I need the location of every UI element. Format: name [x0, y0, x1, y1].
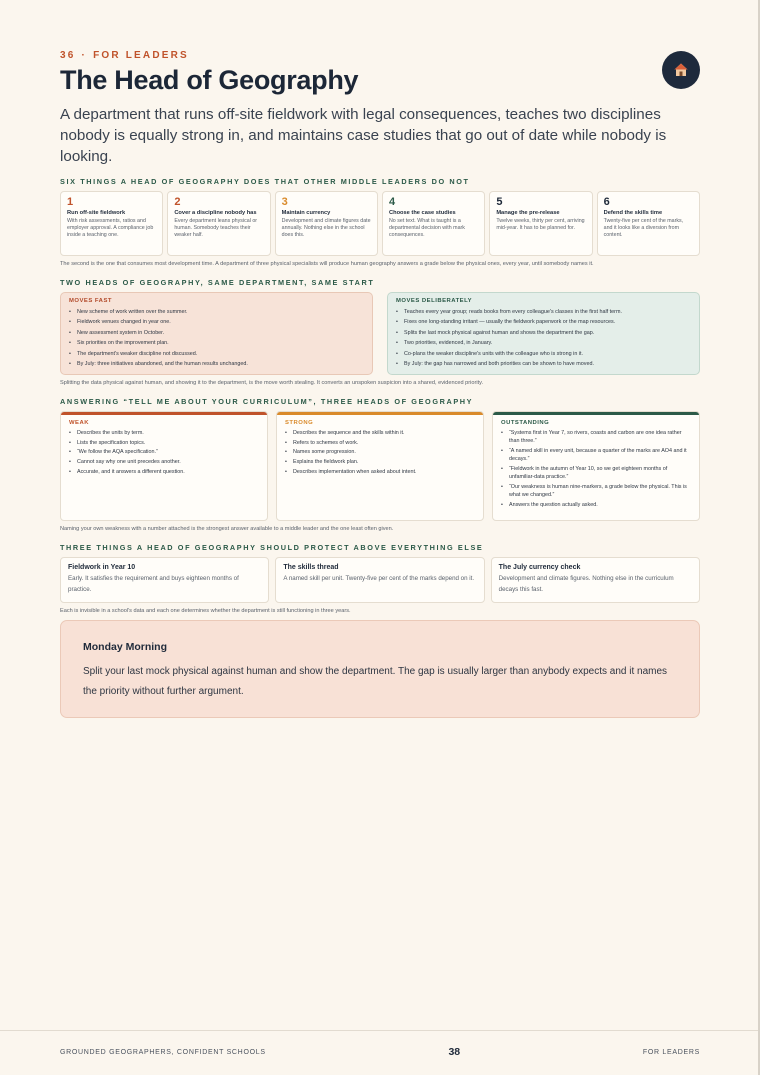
weak-accent-bar [61, 412, 267, 415]
page-title: The Head of Geography [60, 65, 359, 95]
list-item: • New assessment system in October. [69, 328, 364, 338]
two-heads-note: Splitting the data physical against human, and showing it to the department, is the move worth stealing. It converts an unspoken suspicion into a shared, evidenced priority. [60, 380, 484, 386]
six-things-number: 5 [496, 196, 503, 208]
answering-row [60, 411, 700, 521]
six-things-number: 2 [174, 196, 181, 208]
page-lede: A department that runs off-site fieldwork with legal consequences, teaches two disciplines nobody is equally strong in, and maintains case studies that go out of date while nobody is looking. [60, 106, 667, 165]
six-things-body: Twelve weeks, thirty per cent, arriving mid-year. It has to be planned for. [496, 218, 585, 231]
protect-card [491, 557, 700, 603]
protect-card [275, 557, 484, 603]
list-item: • Names some progression. [285, 448, 475, 458]
list-item: • “Systems first in Year 7, so rivers, coasts and carbon are one idea rather than three.” [501, 429, 691, 445]
protect-title: The skills thread [283, 564, 339, 571]
six-things-title: Maintain currency [281, 210, 331, 216]
list-item: • Describes implementation when asked about intent. [285, 468, 475, 478]
six-things-card [167, 191, 270, 256]
answering-heading: ANSWERING “TELL ME ABOUT YOUR CURRICULUM”, THREE HEADS OF GEOGRAPHY [60, 397, 474, 406]
list-item: • Fixes one long-standing irritant — usually the fieldwork paperwork or the map resources. [396, 317, 691, 327]
moves-deliberately-list [396, 307, 691, 369]
six-things-number: 1 [67, 196, 74, 208]
six-things-title: Run off-site fieldwork [67, 210, 126, 216]
list-item: • Refers to schemes of work. [285, 439, 475, 449]
six-things-number: 3 [281, 196, 288, 208]
footer-section: FOR LEADERS [642, 1048, 700, 1056]
two-heads-heading: TWO HEADS OF GEOGRAPHY, SAME DEPARTMENT, SAME START [60, 278, 375, 287]
protect-heading: THREE THINGS A HEAD OF GEOGRAPHY SHOULD PROTECT ABOVE EVERYTHING ELSE [60, 543, 484, 552]
list-item: • Teaches every year group; reads books from every colleague's classes in the first half term. [396, 307, 691, 317]
list-item: • “Fieldwork in the autumn of Year 10, so we get eighteen months of unfamiliar-data practice.” [501, 465, 691, 481]
strong-label: STRONG [285, 420, 314, 426]
list-item: • “Our weakness is human nine-markers, a grade below the physical. This is what we changed.” [501, 483, 691, 499]
weak-label: WEAK [69, 420, 89, 426]
moves-deliberately-panel [387, 292, 700, 375]
list-item: • By July: three initiatives abandoned, and the human results unchanged. [69, 359, 364, 369]
six-things-body: No set text. What is taught is a departmental decision with mark consequences. [388, 218, 465, 238]
list-item: • Answers the question actually asked. [501, 501, 691, 509]
protect-title: Fieldwork in Year 10 [68, 564, 136, 571]
page-footer [60, 1046, 700, 1058]
protect-body: A named skill per unit. Twenty-five per cent of the marks depend on it. [283, 575, 475, 582]
six-things-title: Cover a discipline nobody has [174, 210, 257, 216]
weak-list [69, 429, 259, 478]
six-things-number: 4 [388, 196, 396, 208]
moves-fast-panel [60, 292, 373, 375]
list-item: • Lists the specification topics. [69, 439, 259, 449]
page-number: 38 [448, 1046, 461, 1058]
six-things-heading: SIX THINGS A HEAD OF GEOGRAPHY DOES THAT OTHER MIDDLE LEADERS DO NOT [60, 177, 470, 186]
list-item: • “We follow the AQA specification.” [69, 448, 259, 458]
section-number: 36 [60, 50, 76, 61]
kicker-separator: · [81, 50, 88, 61]
six-things-row [60, 191, 700, 256]
section-kicker [60, 50, 700, 61]
six-things-body: With risk assessments, ratios and employer approval. A compliance job inside a teaching one. [67, 218, 154, 238]
list-item: • Cannot say why one unit precedes another. [69, 458, 259, 468]
protect-title: The July currency check [498, 564, 581, 571]
protect-body: Development and climate figures. Nothing else in the curriculum decays this fast. [498, 575, 674, 593]
two-heads-row [60, 292, 700, 375]
weak-card [60, 411, 268, 521]
six-things-card [597, 191, 700, 256]
six-things-title: Defend the skills time [603, 210, 663, 216]
six-things-note: The second is the one that consumes most development time. A department of three physical specialists will produce human geography answers a grade below the physical ones, every year, until somebody names it. [60, 261, 594, 267]
list-item: • Two priorities, evidenced, in January. [396, 338, 691, 348]
six-things-body: Twenty-five per cent of the marks, and it looks like a diversion from content. [603, 218, 684, 238]
list-item: • Explains the fieldwork plan. [285, 458, 475, 468]
six-things-card [60, 191, 163, 256]
strong-accent-bar [277, 412, 483, 415]
moves-deliberately-label: MOVES DELIBERATELY [396, 298, 473, 304]
list-item: • Fieldwork venues changed in year one. [69, 317, 364, 327]
moves-fast-list [69, 307, 364, 369]
list-item: • Describes the units by term. [69, 429, 259, 439]
protect-note: Each is invisible in a school's data and each one determines whether the department is still functioning in three years. [60, 608, 351, 614]
list-item: • By July: the gap has narrowed and both priorities can be shown to have moved. [396, 359, 691, 369]
outstanding-label: OUTSTANDING [501, 420, 550, 426]
section-label: FOR LEADERS [93, 50, 189, 61]
six-things-card [489, 191, 592, 256]
moves-fast-label: MOVES FAST [69, 298, 112, 304]
monday-morning-body: Split your last mock physical against human and show the department. The gap is usually larger than anybody expects and it names the priority without further argument. [83, 666, 668, 697]
outstanding-list [501, 429, 691, 509]
six-things-title: Choose the case studies [388, 210, 456, 216]
strong-card [276, 411, 484, 521]
list-item: • Co-plans the weaker discipline's units with the colleague who is strong in it. [396, 349, 691, 359]
list-item: • Accurate, and it answers a different question. [69, 468, 259, 478]
list-item: • The department's weaker discipline not discussed. [69, 349, 364, 359]
six-things-number: 6 [603, 196, 610, 208]
protect-card [60, 557, 269, 603]
list-item: • Splits the last mock physical against human and shows the department the gap. [396, 328, 691, 338]
six-things-card [275, 191, 378, 256]
list-item: • Six priorities on the improvement plan. [69, 338, 364, 348]
outstanding-card [492, 411, 700, 521]
monday-morning-box [60, 620, 700, 718]
six-things-body: Development and climate figures date annually. Nothing else in the school does this. [281, 218, 371, 238]
monday-morning-title: Monday Morning [83, 641, 167, 653]
protect-row [60, 557, 700, 603]
answering-note: Naming your own weakness with a number attached is the strongest answer available to a middle leader and the one least often given. [60, 526, 394, 532]
protect-body: Early. It satisfies the requirement and buys eighteen months of practice. [68, 575, 239, 593]
footer-book-title: GROUNDED GEOGRAPHERS, CONFIDENT SCHOOLS [60, 1048, 266, 1056]
list-item: • New scheme of work written over the summer. [69, 307, 364, 317]
list-item: • “A named skill in every unit, because a quarter of the marks are AO4 and it decays.” [501, 447, 691, 463]
outstanding-accent-bar [493, 412, 699, 415]
footer-rule [0, 1030, 758, 1031]
strong-list [285, 429, 475, 478]
six-things-title: Manage the pre-release [496, 210, 560, 216]
six-things-body: Every department leans physical or human. Somebody teaches their weaker half. [174, 218, 258, 238]
page-content [60, 50, 700, 718]
list-item: • Describes the sequence and the skills within it. [285, 429, 475, 439]
six-things-card [382, 191, 485, 256]
